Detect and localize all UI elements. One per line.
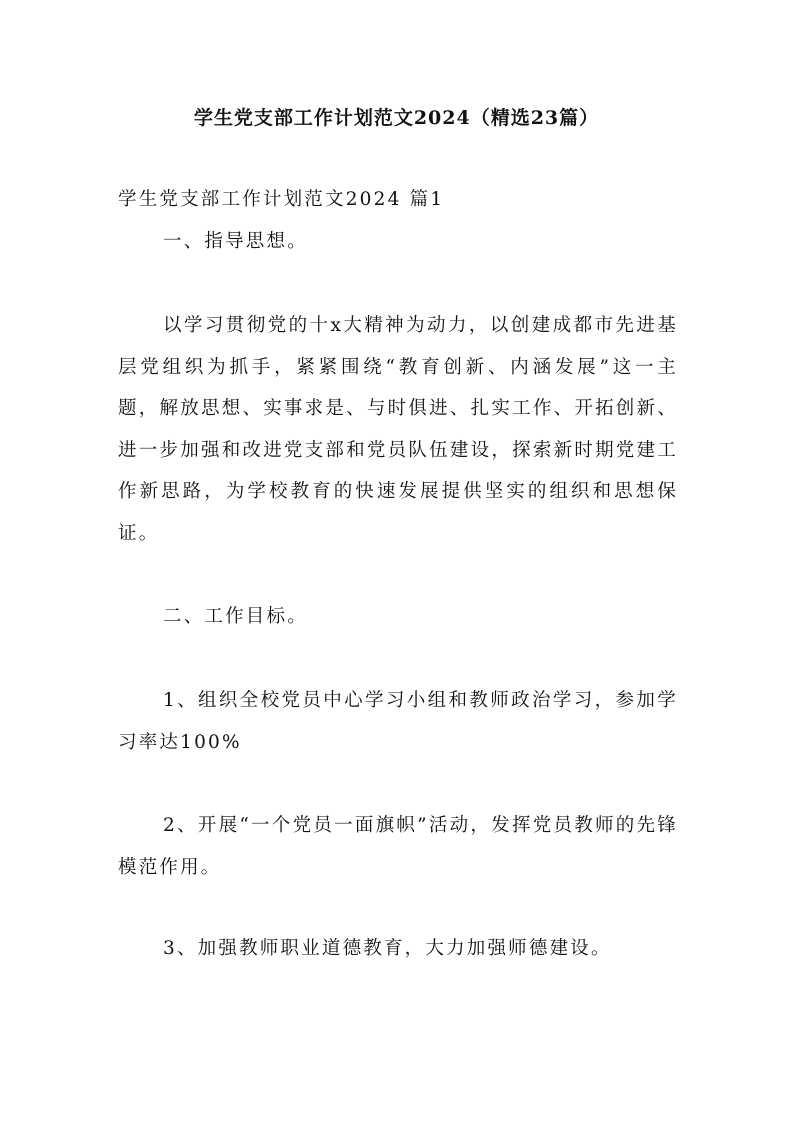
paragraph-guiding-ideology: 以学习贯彻党的十x大精神为动力，以创建成都市先进基层党组织为抓手，紧紧围绕“教育创新、内涵发展”这一主题，解放思想、实事求是、与时俱进、扎实工作、开拓创新、进一步加强和改进党支部和党员队伍建设，探索新时期党建工作新思路，为学校教育的快速发展提供坚实的组织和思想保证。 <box>118 315 678 544</box>
goal-item-1: 1、组织全校党员中心学习小组和教师政治学习，参加学习率达100% <box>118 690 678 753</box>
heading-guiding-ideology: 一、指导思想。 <box>163 231 308 252</box>
section-heading: 学生党支部工作计划范文2024 篇1 <box>118 189 445 210</box>
document-title: 学生党支部工作计划范文2024（精选23篇） <box>193 107 600 129</box>
goal-item-3: 3、加强教师职业道德教育，大力加强师德建设。 <box>163 938 612 959</box>
heading-work-goals: 二、工作目标。 <box>163 606 308 627</box>
goal-item-2: 2、开展“一个党员一面旗帜”活动，发挥党员教师的先锋模范作用。 <box>118 815 678 878</box>
